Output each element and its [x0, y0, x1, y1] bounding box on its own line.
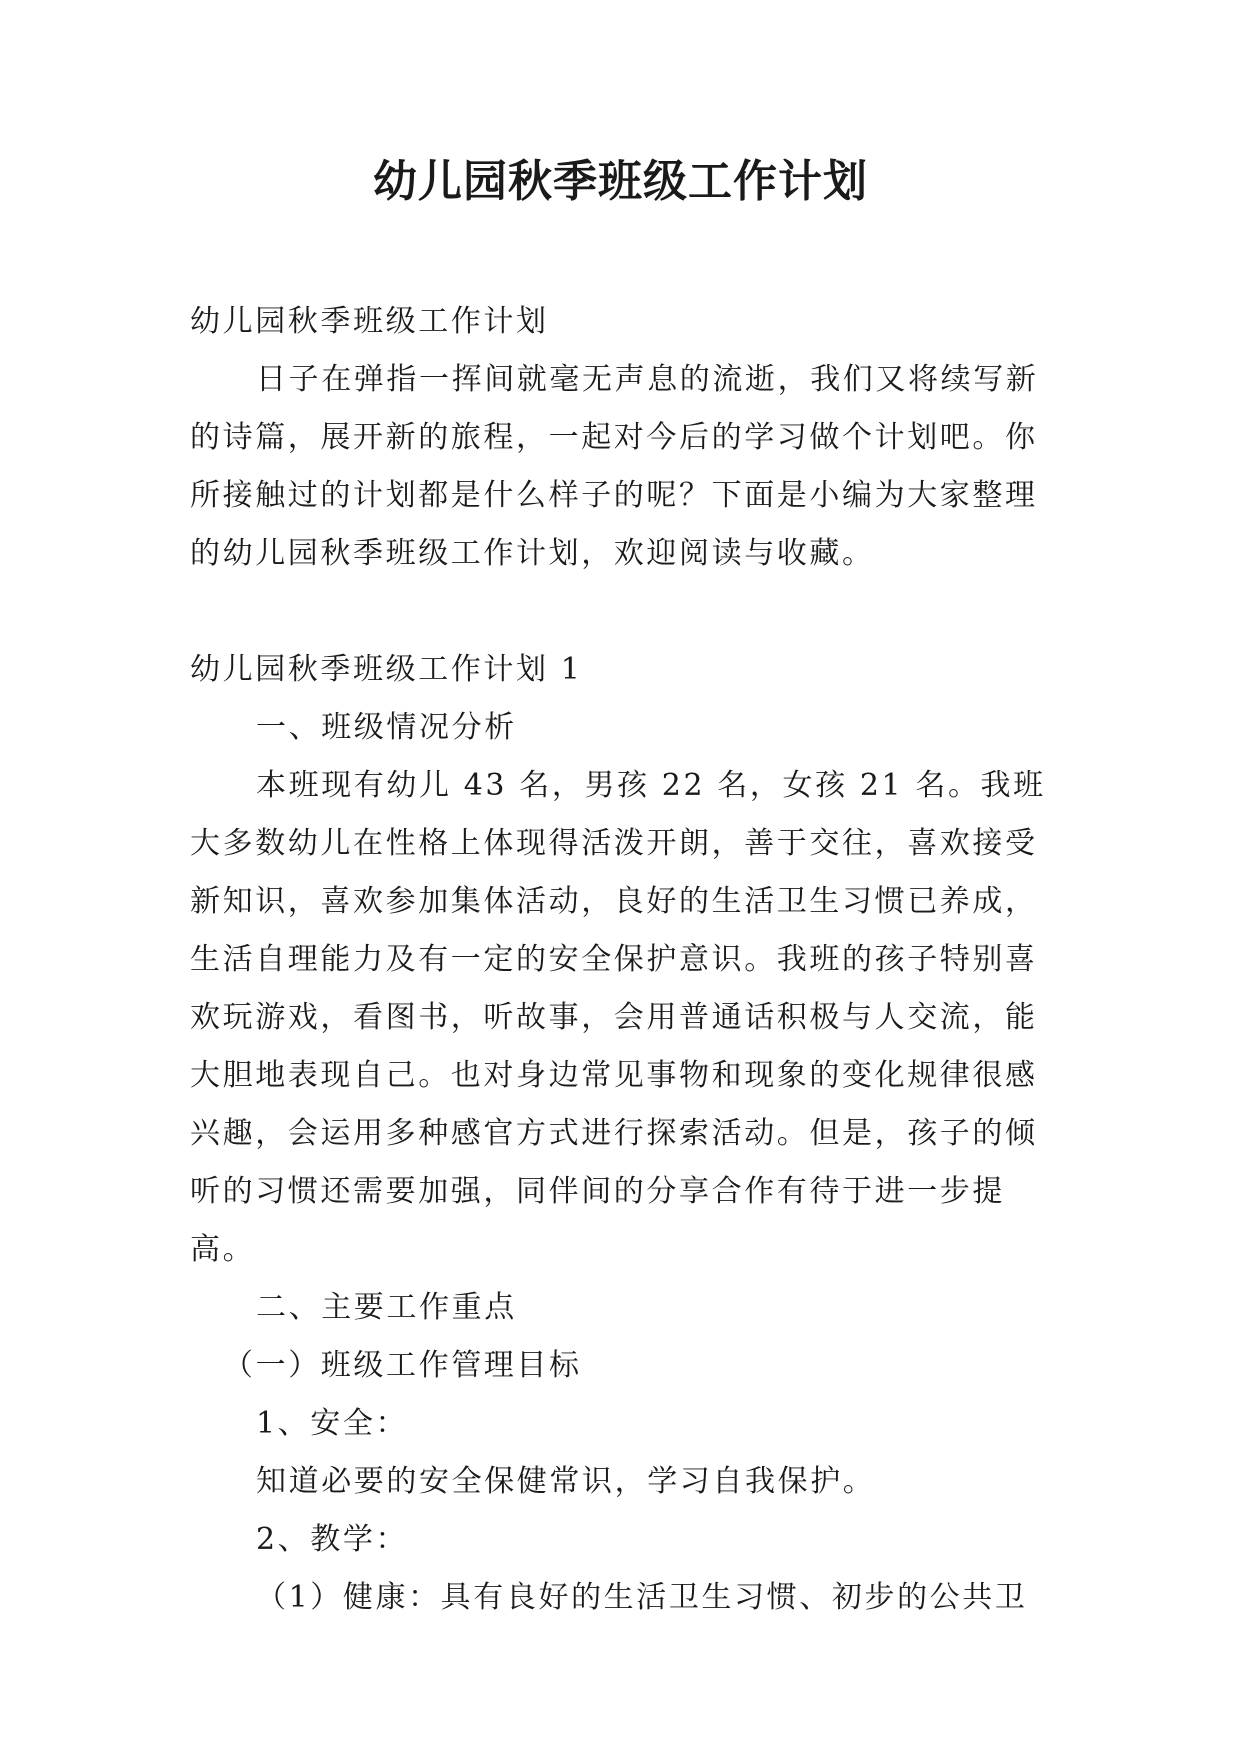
document-subtitle: 幼儿园秋季班级工作计划: [190, 304, 549, 339]
class-analysis-paragraph: 本班现有幼儿 43 名，男孩 22 名，女孩 21 名。我班大多数幼儿在性格上体现得活泼开朗，善于交往，喜欢接受新知识，喜欢参加集体活动，良好的生活卫生习惯已养成，生活自理能力及有一定的安全保护意识。我班的孩子特别喜欢玩游戏，看图书，听故事，会用普通话积极与人交流，能大胆地表现自己。也对身边常见事物和现象的变化规律很感兴趣，会运用多种感官方式进行探索活动。但是，孩子的倾听的习惯还需要加强，同伴间的分享合作有待于进一步提高。: [190, 768, 1046, 1267]
item-heading-teaching: 2、教学：: [256, 1522, 409, 1557]
section-heading: 幼儿园秋季班级工作计划 1: [190, 652, 583, 687]
part-heading-class-analysis: 一、班级情况分析: [256, 710, 517, 745]
intro-paragraph: 日子在弹指一挥间就毫无声息的流逝，我们又将续写新的诗篇，展开新的旅程，一起对今后的学习做个计划吧。你所接触过的计划都是什么样子的呢？下面是小编为大家整理的幼儿园秋季班级工作计划，欢迎阅读与收藏。: [190, 362, 1039, 571]
item-heading-safety: 1、安全：: [256, 1406, 409, 1441]
paragraph-gap: [190, 583, 1054, 641]
document-title: 幼儿园秋季班级工作计划: [373, 156, 868, 207]
sub-heading-management-goals: （一）班级工作管理目标: [223, 1348, 582, 1383]
item-body-health: （1）健康：具有良好的生活卫生习惯、初步的公共卫: [256, 1580, 1028, 1615]
document-body: [190, 293, 1054, 1627]
part-heading-key-work: 二、主要工作重点: [256, 1290, 517, 1325]
item-body-safety: 知道必要的安全保健常识，学习自我保护。: [256, 1464, 876, 1499]
